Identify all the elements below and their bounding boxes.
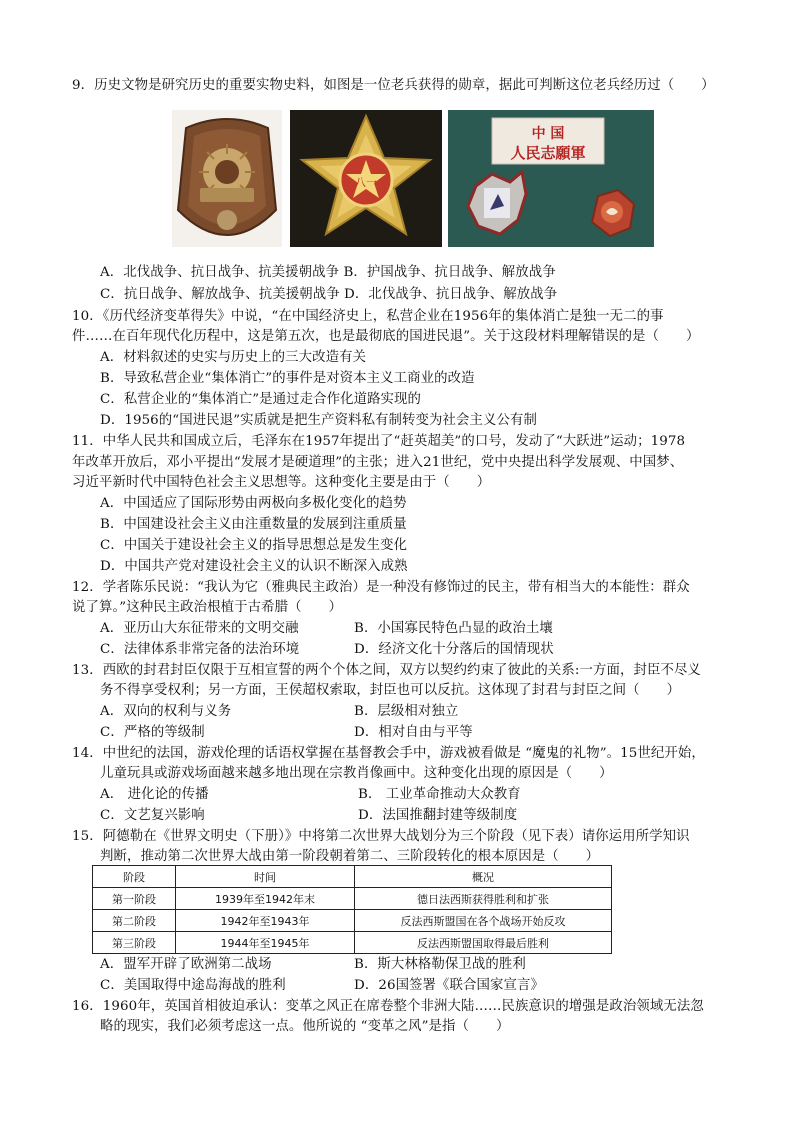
q13-option-c: C．严格的等级制 xyxy=(100,725,205,740)
bronze-medal-icon xyxy=(172,110,282,247)
q9-options-ab: A．北伐战争、抗日战争、抗美援朝战争 B．护国战争、抗日战争、解放战争 xyxy=(100,265,556,280)
table-row xyxy=(93,910,612,932)
q16-line-2: 略的现实，我们必须考虑这一点。他所说的 “变革之风”是指（ ） xyxy=(100,1019,510,1034)
q12-option-a: A．亚历山大东征带来的文明交融 xyxy=(100,621,299,636)
svg-text:八一: 八一 xyxy=(355,176,377,189)
q15-option-d: D．26国签署《联合国家宣言》 xyxy=(354,978,544,993)
table-cell: 第二阶段 xyxy=(93,910,176,932)
q13-option-a: A．双向的权利与义务 xyxy=(100,704,232,719)
q9-options-cd: C．抗日战争、解放战争、抗美援朝战争 D．北伐战争、抗日战争、解放战争 xyxy=(100,287,558,302)
q13-line-2: 务不得享受权利；另一方面，王侯超权索取，封臣也可以反抗。这体现了封君与封臣之间（ ） xyxy=(100,683,681,698)
q11-option-d: D．中国共产党对建设社会主义的认识不断深入成熟 xyxy=(100,559,408,574)
q12-option-c: C．法律体系非常完备的法治环境 xyxy=(100,642,300,657)
table-row xyxy=(93,932,612,954)
q12-option-b: B．小国寡民特色凸显的政治土壤 xyxy=(354,621,553,636)
q13-option-d: D．相对自由与平等 xyxy=(354,725,473,740)
table-row xyxy=(93,888,612,910)
q10-line-1: 10．《历代经济变革得失》中说，“在中国经济史上，私营企业在1956年的集体消亡是独一无二的事 xyxy=(72,309,664,324)
table-header: 阶段 xyxy=(93,866,176,888)
q12-option-d: D．经济文化十分落后的国情现状 xyxy=(354,642,554,657)
q10-option-a: A．材料叙述的史实与历史上的三大改造有关 xyxy=(100,350,367,365)
q12-line-2: 说了算。”这种民主政治根植于古希腊（ ） xyxy=(72,600,343,615)
medal-photo-3 xyxy=(448,110,654,247)
medal-photo-1 xyxy=(172,110,282,247)
q12-line-1: 12．学者陈乐民说：“我认为它（雅典民主政治）是一种没有修饰过的民主，带有相当大的本能性：群众 xyxy=(72,580,690,595)
q15-option-a: A．盟军开辟了欧洲第二战场 xyxy=(100,957,272,972)
q13-option-b: B．层级相对独立 xyxy=(354,704,459,719)
banner-line-2: 人民志願軍 xyxy=(510,144,586,162)
q10-option-d: D．1956的“国进民退”实质就是把生产资料私有制转变为社会主义公有制 xyxy=(100,413,537,428)
table-cell: 1942年至1943年 xyxy=(176,910,355,932)
volunteer-army-medals-icon xyxy=(448,110,654,247)
q14-option-a: A． 进化论的传播 xyxy=(100,787,209,802)
q15-option-b: B．斯大林格勒保卫战的胜利 xyxy=(354,957,526,972)
q16-line-1: 16．1960年，英国首相彼迫承认：变革之风正在席卷整个非洲大陆……民族意识的增强是政治领域无法忽 xyxy=(72,999,704,1014)
table-cell: 第三阶段 xyxy=(93,932,176,954)
q10-option-b: B．导致私营企业“集体消亡”的事件是对资本主义工商业的改造 xyxy=(100,371,475,386)
q13-line-1: 13．西欧的封君封臣仅限于互相宣誓的两个个体之间，双方以契约约束了彼此的关系:一方面，封臣不尽义 xyxy=(72,663,701,678)
q10-option-c: C．私营企业的“集体消亡”是通过走合作化道路实现的 xyxy=(100,392,422,407)
q11-option-c: C．中国关于建设社会主义的指导思想总是发生变化 xyxy=(100,538,408,553)
gold-star-medal-icon xyxy=(290,110,442,247)
table-header: 时间 xyxy=(176,866,355,888)
q9-stem: 9．历史文物是研究历史的重要实物史料，如图是一位老兵获得的勋章，据此可判断这位老兵经历过（ ） xyxy=(72,78,715,93)
q15-line-1: 15．阿德勒在《世界文明史（下册）》中将第二次世界大战划分为三个阶段（见下表）请你运用所学知识 xyxy=(72,829,690,844)
medal-photo-2 xyxy=(290,110,442,247)
q14-option-b: B． 工业革命推动大众教育 xyxy=(358,787,521,802)
q10-line-2: 件……在百年现代化历程中，这是第五次，也是最彻底的国进民退”。关于这段材料理解错误的是（ ） xyxy=(72,329,700,344)
q11-line-3: 习近平新时代中国特色社会主义思想等。这种变化主要是由于（ ） xyxy=(72,475,491,490)
table-header-row xyxy=(93,866,612,888)
q14-line-2: 儿童玩具或游戏场面越来越多地出现在宗教肖像画中。这种变化出现的原因是（ ） xyxy=(100,766,613,781)
table-cell: 第一阶段 xyxy=(93,888,176,910)
q15-option-c: C．美国取得中途岛海战的胜利 xyxy=(100,978,286,993)
banner-line-1: 中 国 xyxy=(531,126,565,142)
q14-option-d: D．法国推翻封建等级制度 xyxy=(358,808,518,823)
table-cell: 反法西斯盟国取得最后胜利 xyxy=(355,932,612,954)
war-stages-table xyxy=(92,865,612,954)
table-cell: 1944年至1945年 xyxy=(176,932,355,954)
q14-option-c: C．文艺复兴影响 xyxy=(100,808,205,823)
q11-option-a: A．中国适应了国际形势由两极向多极化变化的趋势 xyxy=(100,496,407,511)
table-cell: 反法西斯盟国在各个战场开始反攻 xyxy=(355,910,612,932)
q14-line-1: 14．中世纪的法国，游戏伦理的话语权掌握在基督教会手中，游戏被看做是 “魔鬼的礼物”。15世纪开始， xyxy=(72,746,705,761)
q15-line-2: 判断，推动第二次世界大战由第一阶段朝着第二、三阶段转化的根本原因是（ ） xyxy=(100,849,600,864)
q11-option-b: B．中国建设社会主义由注重数量的发展到注重质量 xyxy=(100,517,407,532)
q11-line-2: 年改革开放后，邓小平提出“发展才是硬道理”的主张；进入21世纪，党中央提出科学发展观、中国梦、 xyxy=(72,455,684,470)
q11-line-1: 11．中华人民共和国成立后，毛泽东在1957年提出了“赶英超美”的口号，发动了“大跃进”运动；1978 xyxy=(72,434,686,449)
table-header: 概况 xyxy=(355,866,612,888)
table-cell: 1939年至1942年末 xyxy=(176,888,355,910)
table-cell: 德日法西斯获得胜利和扩张 xyxy=(355,888,612,910)
